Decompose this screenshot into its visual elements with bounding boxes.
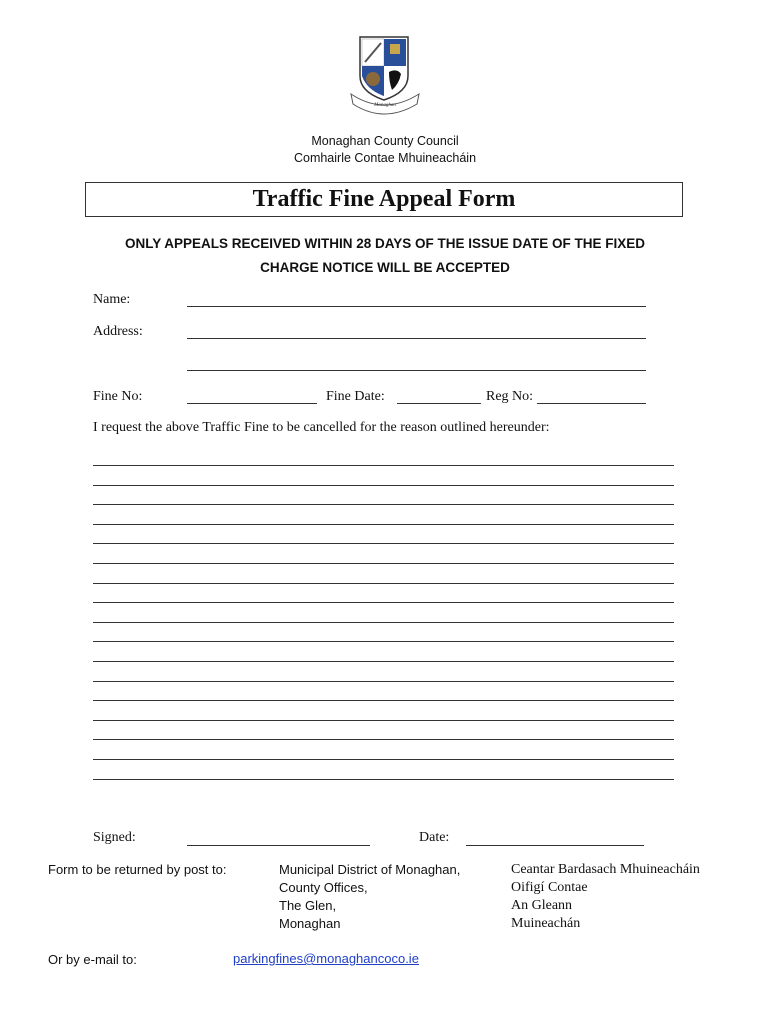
signature-field[interactable] — [187, 845, 370, 846]
reason-line[interactable] — [93, 485, 674, 486]
deadline-notice — [60, 232, 710, 280]
council-name-english: Monaghan County Council — [311, 134, 459, 148]
reason-line[interactable] — [93, 681, 674, 682]
reg-no-label: Reg No: — [486, 389, 534, 404]
reason-line[interactable] — [93, 759, 674, 760]
postal-address-irish — [511, 861, 700, 933]
reason-line[interactable] — [93, 504, 674, 505]
date-label: Date: — [419, 830, 450, 845]
reason-line[interactable] — [93, 720, 674, 721]
email-label: Or by e-mail to: — [48, 952, 137, 967]
address-en-line: Municipal District of Monaghan, — [279, 862, 461, 877]
reg-no-field[interactable] — [537, 403, 646, 404]
fine-date-label: Fine Date: — [326, 389, 385, 404]
reason-line[interactable] — [93, 779, 674, 780]
address-ga-line: Ceantar Bardasach Mhuineacháin — [511, 862, 700, 877]
reason-line[interactable] — [93, 739, 674, 740]
postal-address-english — [279, 861, 460, 933]
address-en-line: County Offices, — [279, 880, 368, 895]
reason-line[interactable] — [93, 602, 674, 603]
notice-line-1: ONLY APPEALS RECEIVED WITHIN 28 DAYS OF THE ISSUE DATE OF THE FIXED — [124, 236, 646, 251]
address-label: Address: — [93, 324, 143, 339]
reason-line[interactable] — [93, 524, 674, 525]
date-field[interactable] — [466, 845, 644, 846]
reason-line[interactable] — [93, 700, 674, 701]
address-en-line: The Glen, — [279, 898, 337, 913]
request-statement: I request the above Traffic Fine to be cancelled for the reason outlined hereunder: — [93, 420, 550, 435]
name-label: Name: — [93, 292, 131, 307]
reason-line[interactable] — [93, 661, 674, 662]
form-title: Traffic Fine Appeal Form — [85, 182, 683, 217]
svg-text:Monaghan: Monaghan — [374, 103, 396, 108]
reason-line[interactable] — [93, 563, 674, 564]
council-name-irish: Comhairle Contae Mhuineacháin — [293, 151, 477, 165]
fine-no-field[interactable] — [187, 403, 317, 404]
address-ga-line: An Gleann — [511, 898, 573, 913]
reason-line[interactable] — [93, 583, 674, 584]
reason-line[interactable] — [93, 543, 674, 544]
email-link[interactable]: parkingfines@monaghancoco.ie — [233, 951, 419, 966]
name-field[interactable] — [187, 306, 646, 307]
fine-no-label: Fine No: — [93, 389, 143, 404]
council-crest — [345, 34, 425, 116]
address-field-line-1[interactable] — [187, 338, 646, 339]
address-ga-line: Muineachán — [511, 916, 581, 931]
reason-line[interactable] — [93, 622, 674, 623]
signed-label: Signed: — [93, 830, 136, 845]
reason-line[interactable] — [93, 641, 674, 642]
address-ga-line: Oifigí Contae — [511, 880, 588, 895]
address-en-line: Monaghan — [279, 916, 341, 931]
address-field-line-2[interactable] — [187, 370, 646, 371]
notice-line-2: CHARGE NOTICE WILL BE ACCEPTED — [260, 260, 510, 275]
post-return-label: Form to be returned by post to: — [48, 862, 227, 877]
reason-line[interactable] — [93, 465, 674, 466]
fine-date-field[interactable] — [397, 403, 481, 404]
